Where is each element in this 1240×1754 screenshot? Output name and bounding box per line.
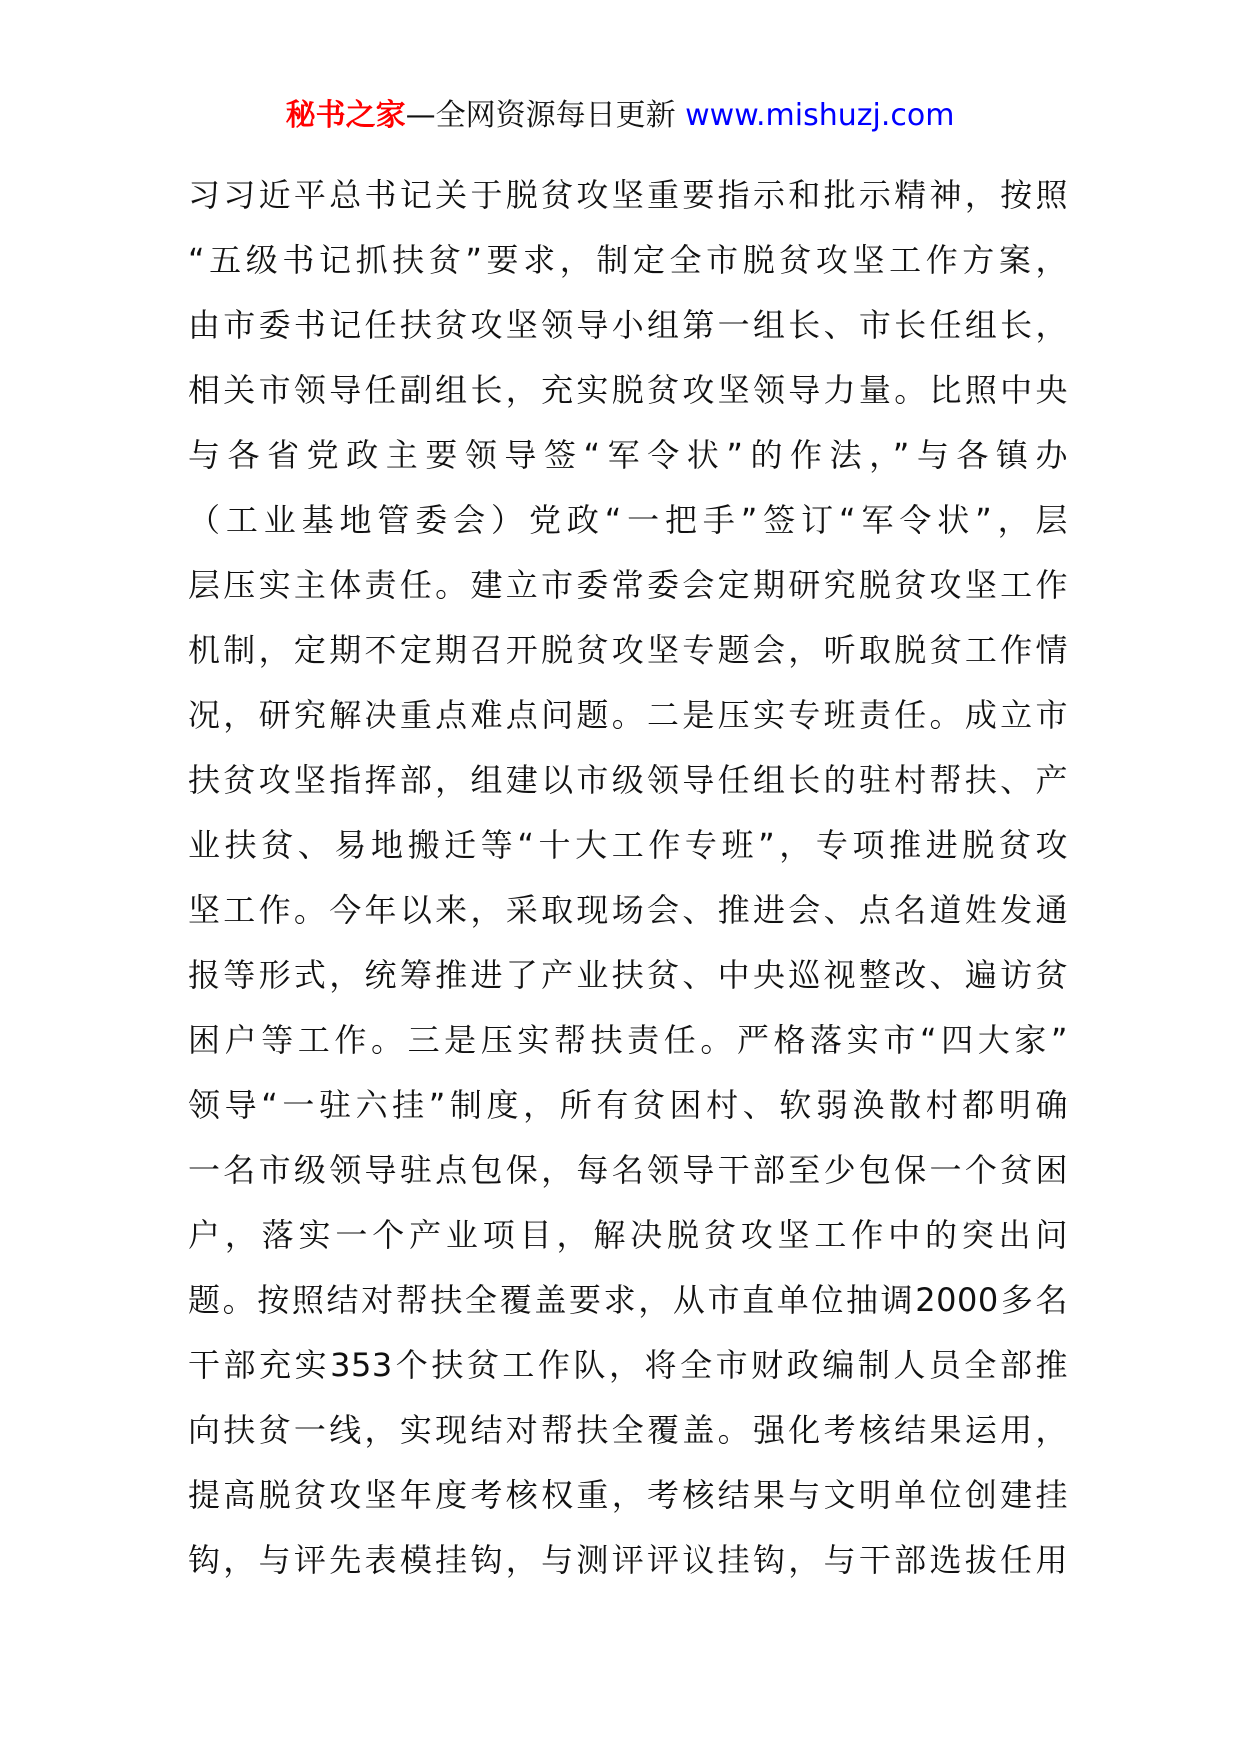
document-body (188, 163, 1068, 1593)
text-line: 机制，定期不定期召开脱贫攻坚专题会，听取脱贫工作情 (188, 631, 1068, 669)
text-line: 向扶贫一线，实现结对帮扶全覆盖。强化考核结果运用， (188, 1411, 1068, 1449)
text-line: 困户等工作。三是压实帮扶责任。严格落实市“四大家” (188, 1021, 1068, 1059)
text-line: 一名市级领导驻点包保，每名领导干部至少包保一个贫困 (188, 1151, 1068, 1189)
text-line: 题。按照结对帮扶全覆盖要求，从市直单位抽调2000多名 (188, 1281, 1068, 1319)
text-line: 领导“一驻六挂”制度，所有贫困村、软弱涣散村都明确 (188, 1086, 1068, 1124)
text-line: 业扶贫、易地搬迁等“十大工作专班”，专项推进脱贫攻 (188, 826, 1068, 864)
brand-name: 秘书之家 (285, 98, 406, 133)
text-line: 层压实主体责任。建立市委常委会定期研究脱贫攻坚工作 (188, 566, 1068, 604)
text-line: 报等形式，统筹推进了产业扶贫、中央巡视整改、遍访贫 (188, 956, 1068, 994)
text-line: 扶贫攻坚指挥部，组建以市级领导任组长的驻村帮扶、产 (188, 761, 1068, 799)
text-line: 坚工作。今年以来，采取现场会、推进会、点名道姓发通 (188, 891, 1068, 929)
text-line: 况，研究解决重点难点问题。二是压实专班责任。成立市 (188, 696, 1068, 734)
text-line: 与各省党政主要领导签“军令状”的作法，”与各镇办 (188, 436, 1068, 474)
header-tagline: —全网资源每日更新 (405, 98, 676, 133)
text-line: “五级书记抓扶贫”要求，制定全市脱贫攻坚工作方案， (188, 241, 1068, 279)
text-line: 由市委书记任扶贫攻坚领导小组第一组长、市长任组长， (188, 306, 1068, 344)
text-line: 习习近平总书记关于脱贫攻坚重要指示和批示精神，按照 (188, 176, 1068, 214)
site-header (0, 96, 1240, 136)
text-line: 相关市领导任副组长，充实脱贫攻坚领导力量。比照中央 (188, 371, 1068, 409)
text-line: 钩，与评先表模挂钩，与测评评议挂钩，与干部选拔任用 (188, 1541, 1068, 1579)
text-line: 户，落实一个产业项目，解决脱贫攻坚工作中的突出问 (188, 1216, 1068, 1254)
text-line: （工业基地管委会）党政“一把手”签订“军令状”，层 (188, 501, 1068, 539)
text-line: 提高脱贫攻坚年度考核权重，考核结果与文明单位创建挂 (188, 1476, 1068, 1514)
text-line: 干部充实353个扶贫工作队，将全市财政编制人员全部推 (188, 1346, 1068, 1384)
site-url-link[interactable]: www.mishuzj.com (685, 98, 955, 133)
